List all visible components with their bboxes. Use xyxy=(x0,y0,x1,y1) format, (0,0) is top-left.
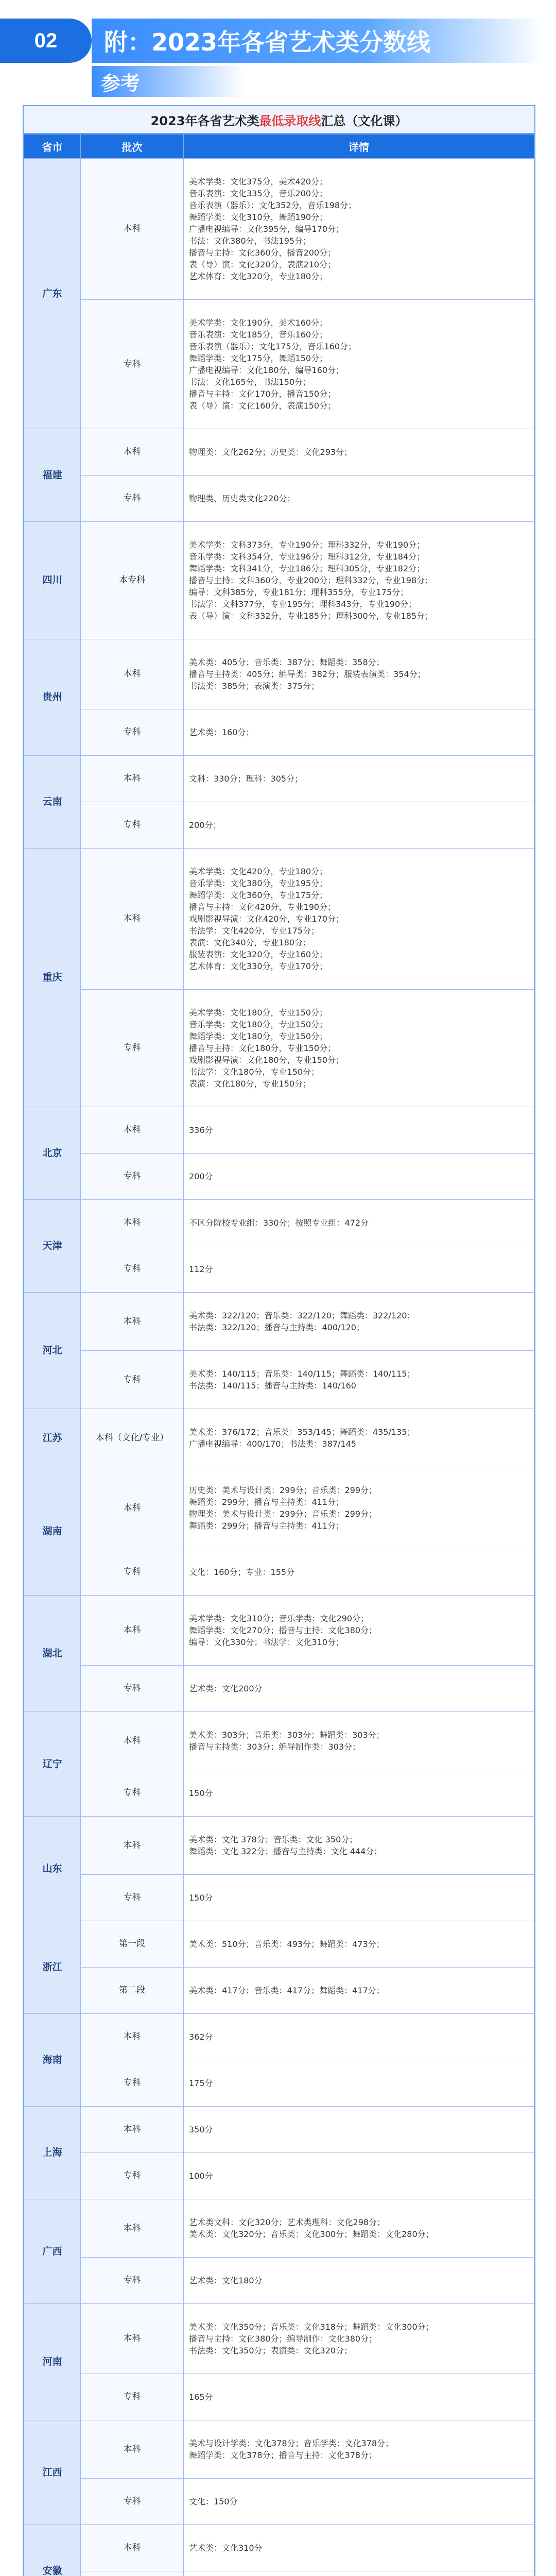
detail-cell xyxy=(184,990,534,1107)
detail-line: 112分 xyxy=(189,1264,213,1274)
batch-cell: 本科 xyxy=(81,159,184,300)
table-row xyxy=(24,1549,534,1596)
detail-line: 历史类：美术与设计类：299分；音乐类：299分； xyxy=(189,1485,377,1495)
detail-line: 336分 xyxy=(189,1125,213,1135)
detail-line: 艺术类：文化180分 xyxy=(189,2276,263,2285)
detail-cell xyxy=(184,756,534,802)
detail-line: 舞蹈类：299分；播音与主持类：411分； xyxy=(189,1497,344,1507)
province-cell: 广西 xyxy=(24,2199,81,2304)
detail-cell xyxy=(184,2258,534,2304)
batch-cell: 本科 xyxy=(81,2525,184,2571)
detail-line: 音乐学类：文化380分，专业195分； xyxy=(189,878,328,888)
detail-line: 美术学类：文化375分，美术420分； xyxy=(189,177,328,187)
detail-line: 美术类：文化350分；音乐类：文化318分；舞蹈类：文化300分； xyxy=(189,2322,434,2332)
table-row xyxy=(24,709,534,756)
detail-line: 书法学：文化180分，专业150分； xyxy=(189,1067,320,1077)
score-table xyxy=(24,134,534,2576)
detail-line: 100分 xyxy=(189,2171,213,2181)
province-cell: 北京 xyxy=(24,1107,81,1200)
detail-line: 表（导）演：文科332分，专业185分；理科300分，专业185分； xyxy=(189,611,433,621)
detail-cell xyxy=(184,2420,534,2479)
province-cell: 福建 xyxy=(24,429,81,522)
detail-line: 播音与主持类：303分；编导制作类：303分； xyxy=(189,1742,361,1752)
detail-cell xyxy=(184,2060,534,2107)
table-row xyxy=(24,2258,534,2304)
table-row xyxy=(24,1107,534,1154)
detail-line: 美术学类：文化420分，专业180分； xyxy=(189,867,328,876)
detail-cell xyxy=(184,1107,534,1154)
batch-cell: 专科 xyxy=(81,1770,184,1817)
detail-cell xyxy=(184,2304,534,2374)
detail-line: 美术与设计学类：文化378分；音乐学类：文化378分； xyxy=(189,2438,394,2448)
detail-line: 舞蹈学类：文化180分，专业150分； xyxy=(189,1031,328,1041)
detail-cell xyxy=(184,2525,534,2571)
detail-line: 艺术类：文化310分 xyxy=(189,2543,263,2553)
detail-line: 书法类：140/115；播音与主持类：140/160 xyxy=(189,1381,356,1391)
batch-cell: 本科 xyxy=(81,2420,184,2479)
table-row xyxy=(24,1921,534,1968)
batch-cell: 专科 xyxy=(81,709,184,756)
detail-line: 播音与主持：文化180分，专业150分； xyxy=(189,1043,336,1053)
detail-line: 362分 xyxy=(189,2032,213,2042)
detail-line: 播音与主持：文科360分，专业200分；理科332分，专业198分； xyxy=(189,575,433,585)
batch-cell: 专科 xyxy=(81,2479,184,2525)
detail-cell xyxy=(184,639,534,709)
detail-cell xyxy=(184,476,534,522)
batch-cell: 本科 xyxy=(81,2014,184,2060)
detail-cell xyxy=(184,1154,534,1200)
table-row xyxy=(24,1351,534,1409)
detail-line: 150分 xyxy=(189,1788,213,1798)
table-row xyxy=(24,2199,534,2258)
province-cell: 辽宁 xyxy=(24,1712,81,1817)
detail-line: 美术类：376/172；音乐类：353/145；舞蹈类：435/135； xyxy=(189,1427,415,1437)
batch-cell: 本科 xyxy=(81,1596,184,1666)
table-row xyxy=(24,2014,534,2060)
batch-cell: 本科 xyxy=(81,2107,184,2153)
batch-cell: 第一段 xyxy=(81,1921,184,1968)
detail-line: 美术类：417分；音乐类：417分；舞蹈类：417分； xyxy=(189,1986,385,1995)
page-subtitle: 参考 xyxy=(92,66,244,97)
province-cell: 重庆 xyxy=(24,849,81,1107)
table-row xyxy=(24,476,534,522)
table-row xyxy=(24,522,534,639)
detail-cell xyxy=(184,1549,534,1596)
batch-cell: 专科 xyxy=(81,2258,184,2304)
table-row xyxy=(24,2153,534,2199)
detail-line: 播音与主持类：405分；编导类：382分；服装表演类：354分； xyxy=(189,669,426,679)
detail-cell xyxy=(184,709,534,756)
table-row xyxy=(24,1817,534,1875)
table-row xyxy=(24,2420,534,2479)
detail-line: 175分 xyxy=(189,2078,213,2088)
detail-line: 美术类：322/120；音乐类：322/120；舞蹈类：322/120； xyxy=(189,1311,415,1320)
table-row xyxy=(24,2060,534,2107)
detail-line: 播音与主持：文化170分，播音150分； xyxy=(189,389,336,399)
table-row xyxy=(24,2374,534,2420)
detail-line: 播音与主持：文化420分，专业190分； xyxy=(189,902,336,912)
batch-cell: 专科 xyxy=(81,300,184,429)
detail-line: 书法类：385分；表演类：375分； xyxy=(189,681,320,691)
batch-cell: 专科 xyxy=(81,990,184,1107)
detail-line: 美术学类：文化310分；音乐学类：文化290分； xyxy=(189,1614,369,1623)
table-row xyxy=(24,1770,534,1817)
batch-cell: 本科 xyxy=(81,2304,184,2374)
table-row xyxy=(24,300,534,429)
batch-cell: 本科 xyxy=(81,1107,184,1154)
detail-line: 165分 xyxy=(189,2392,213,2402)
detail-line: 美术类：文化320分；音乐类：文化300分；舞蹈类：文化280分； xyxy=(189,2229,434,2239)
detail-line: 播音与主持：文化380分；编导制作：文化380分； xyxy=(189,2334,377,2344)
table-row xyxy=(24,1409,534,1467)
province-cell: 河南 xyxy=(24,2304,81,2420)
detail-line: 物理类、历史类文化220分； xyxy=(189,494,296,503)
detail-line: 舞蹈学类：文化360分，专业175分； xyxy=(189,890,328,900)
province-cell: 上海 xyxy=(24,2107,81,2199)
table-body xyxy=(24,159,534,2576)
detail-line: 广播电视编导：400/170；书法类：387/145 xyxy=(189,1439,356,1449)
province-cell: 安徽 xyxy=(24,2525,81,2576)
table-title xyxy=(24,106,534,134)
batch-cell: 专科 xyxy=(81,1666,184,1712)
table-row xyxy=(24,2571,534,2576)
detail-cell xyxy=(184,1875,534,1921)
detail-line: 服装表演：文化320分，专业160分； xyxy=(189,950,328,959)
detail-cell xyxy=(184,2374,534,2420)
detail-line: 美术类：510分；音乐类：493分；舞蹈类：473分； xyxy=(189,1939,385,1949)
detail-line: 书法学：文化420分，专业175分； xyxy=(189,926,320,936)
detail-cell xyxy=(184,1712,534,1770)
detail-line: 音乐表演（器乐）：文化352分，音乐198分； xyxy=(189,200,357,210)
detail-cell xyxy=(184,849,534,990)
detail-line: 美术学类：文化180分，专业150分； xyxy=(189,1008,328,1018)
detail-line: 舞蹈学类：文科341分，专业186分；理科305分，专业182分； xyxy=(189,564,425,573)
detail-line: 音乐学类：文科354分，专业196分；理科312分，专业184分； xyxy=(189,552,425,562)
table-row xyxy=(24,849,534,990)
detail-line: 编导：文化330分；书法学：文化310分； xyxy=(189,1637,344,1647)
province-cell: 江西 xyxy=(24,2420,81,2525)
table-row xyxy=(24,802,534,849)
detail-line: 编导：文科385分，专业181分；理科355分，专业175分； xyxy=(189,587,409,597)
detail-cell xyxy=(184,1351,534,1409)
province-cell: 浙江 xyxy=(24,1921,81,2014)
batch-cell: 专科 xyxy=(81,476,184,522)
detail-line: 艺术体育：文化330分，专业170分； xyxy=(189,961,328,971)
batch-cell: 本科（文化/专业） xyxy=(81,1409,184,1467)
province-cell: 海南 xyxy=(24,2014,81,2107)
page-header xyxy=(0,0,556,105)
detail-line: 文化：150分 xyxy=(189,2497,238,2506)
table-row xyxy=(24,1666,534,1712)
detail-cell xyxy=(184,1246,534,1293)
batch-cell: 专科 xyxy=(81,802,184,849)
detail-line: 文化：160分；专业：155分 xyxy=(189,1567,295,1577)
table-row xyxy=(24,2525,534,2571)
detail-line: 书法：文化165分，书法150分； xyxy=(189,377,311,387)
detail-line: 表演：文化340分，专业180分； xyxy=(189,938,311,947)
detail-line: 艺术体育：文化320分，专业180分； xyxy=(189,272,328,281)
detail-cell xyxy=(184,1770,534,1817)
detail-line: 书法类：322/120；播音与主持类：400/120； xyxy=(189,1323,364,1332)
detail-cell xyxy=(184,2014,534,2060)
detail-line: 美术学类：文化190分，美术160分； xyxy=(189,318,328,328)
column-header-batch: 批次 xyxy=(81,134,184,159)
batch-cell: 本科 xyxy=(81,1467,184,1549)
province-cell: 云南 xyxy=(24,756,81,849)
detail-line: 书法类：文化350分；表演类：文化320分； xyxy=(189,2346,353,2355)
table-row xyxy=(24,2304,534,2374)
detail-cell xyxy=(184,1200,534,1246)
detail-line: 舞蹈类：299分；播音与主持类：411分； xyxy=(189,1521,344,1531)
table-row xyxy=(24,1293,534,1351)
table-row xyxy=(24,1200,534,1246)
detail-line: 舞蹈学类：文化270分；播音与主持：文化380分； xyxy=(189,1625,377,1635)
detail-line: 艺术类：160分； xyxy=(189,727,254,737)
detail-cell xyxy=(184,1409,534,1467)
detail-line: 200分 xyxy=(189,1172,213,1181)
province-cell: 湖南 xyxy=(24,1467,81,1596)
batch-cell: 专科 xyxy=(81,1549,184,1596)
batch-cell: 本科 xyxy=(81,1200,184,1246)
batch-cell: 本专科 xyxy=(81,522,184,639)
province-cell: 湖北 xyxy=(24,1596,81,1712)
detail-line: 表（导）演：文化320分，表演210分； xyxy=(189,260,336,269)
detail-line: 音乐表演（器乐）：文化175分，音乐160分； xyxy=(189,342,357,351)
detail-line: 广播电视编导：文化395分，编导170分； xyxy=(189,224,344,234)
detail-line: 音乐学类：文化180分，专业150分； xyxy=(189,1020,328,1029)
page-title: 附：2023年各省艺术类分数线 xyxy=(92,19,544,63)
section-badge: 02 xyxy=(0,19,92,63)
detail-line: 舞蹈学类：文化378分；播音与主持：文化378分； xyxy=(189,2450,377,2460)
score-table-container xyxy=(23,105,535,2576)
detail-cell xyxy=(184,802,534,849)
table-row xyxy=(24,159,534,300)
detail-line: 音乐表演：文化335分，音乐200分； xyxy=(189,189,328,198)
detail-line: 艺术类文科：文化320分；艺术类理科：文化298分； xyxy=(189,2217,386,2227)
detail-cell xyxy=(184,522,534,639)
batch-cell: 专科 xyxy=(81,1154,184,1200)
table-row xyxy=(24,639,534,709)
detail-line: 150分 xyxy=(189,1893,213,1903)
batch-cell: 本科 xyxy=(81,639,184,709)
detail-cell xyxy=(184,1921,534,1968)
batch-cell: 本科 xyxy=(81,1817,184,1875)
detail-line: 表演：文化180分，专业150分； xyxy=(189,1079,311,1089)
detail-cell xyxy=(184,429,534,476)
detail-cell xyxy=(184,2107,534,2153)
batch-cell: 本科 xyxy=(81,1293,184,1351)
detail-cell xyxy=(184,2199,534,2258)
batch-cell: 第二段 xyxy=(81,1968,184,2014)
batch-cell: 专科 xyxy=(81,1351,184,1409)
batch-cell xyxy=(81,2571,184,2576)
detail-line: 美术学类：文科373分，专业190分；理科332分，专业190分； xyxy=(189,540,425,550)
table-row xyxy=(24,756,534,802)
detail-line: 350分 xyxy=(189,2125,213,2134)
table-title-highlight: 最低录取线 xyxy=(259,113,321,128)
detail-cell xyxy=(184,2153,534,2199)
province-cell: 河北 xyxy=(24,1293,81,1409)
batch-cell: 本科 xyxy=(81,429,184,476)
detail-line: 舞蹈类：文化 322分；播音与主持类：文化 444分； xyxy=(189,1846,383,1856)
province-cell: 江苏 xyxy=(24,1409,81,1467)
province-cell: 四川 xyxy=(24,522,81,639)
detail-cell xyxy=(184,1968,534,2014)
detail-cell xyxy=(184,1467,534,1549)
detail-line: 表（导）演：文化160分，表演150分； xyxy=(189,401,336,411)
detail-line: 书法学：文科377分，专业195分；理科343分，专业190分； xyxy=(189,599,417,609)
detail-line: 音乐表演：文化185分，音乐160分； xyxy=(189,330,328,340)
table-row xyxy=(24,2107,534,2153)
detail-line: 美术类：140/115；音乐类：140/115；舞蹈类：140/115； xyxy=(189,1369,415,1379)
table-row xyxy=(24,990,534,1107)
detail-line: 物理类：文化262分；历史类：文化293分； xyxy=(189,447,353,457)
detail-cell xyxy=(184,159,534,300)
detail-line: 文科：330分；理科：305分； xyxy=(189,774,303,784)
detail-line: 美术类：405分；音乐类：387分；舞蹈类：358分； xyxy=(189,657,385,667)
province-cell: 贵州 xyxy=(24,639,81,756)
batch-cell: 专科 xyxy=(81,1875,184,1921)
batch-cell: 本科 xyxy=(81,756,184,802)
batch-cell: 专科 xyxy=(81,1246,184,1293)
table-title-prefix: 2023年各省艺术类 xyxy=(150,113,259,128)
table-row xyxy=(24,429,534,476)
province-cell: 广东 xyxy=(24,159,81,429)
detail-line: 书法：文化380分，书法195分； xyxy=(189,236,311,246)
table-header-row xyxy=(24,134,534,159)
detail-cell xyxy=(184,1293,534,1351)
detail-line: 播音与主持：文化360分，播音200分； xyxy=(189,248,336,258)
table-row xyxy=(24,1712,534,1770)
detail-line: 舞蹈学类：文化310分，舞蹈190分； xyxy=(189,212,328,222)
detail-cell xyxy=(184,1817,534,1875)
detail-line: 200分； xyxy=(189,820,221,830)
detail-line: 艺术类：文化200分 xyxy=(189,1684,263,1693)
detail-line: 戏剧影视导演：文化420分，专业170分； xyxy=(189,914,344,924)
column-header-detail: 详情 xyxy=(184,134,534,159)
detail-line: 美术类：文化 378分；音乐类：文化 350分； xyxy=(189,1835,358,1844)
province-cell: 天津 xyxy=(24,1200,81,1293)
batch-cell: 专科 xyxy=(81,2374,184,2420)
detail-cell xyxy=(184,2479,534,2525)
detail-cell xyxy=(184,300,534,429)
batch-cell: 本科 xyxy=(81,849,184,990)
table-row xyxy=(24,1154,534,1200)
batch-cell: 本科 xyxy=(81,1712,184,1770)
detail-line: 舞蹈学类：文化175分，舞蹈150分； xyxy=(189,353,328,363)
table-row xyxy=(24,1246,534,1293)
table-title-suffix: 汇总（文化课） xyxy=(321,113,408,128)
detail-line: 美术类：303分；音乐类：303分；舞蹈类：303分； xyxy=(189,1730,385,1740)
detail-cell xyxy=(184,1596,534,1666)
table-row xyxy=(24,1467,534,1549)
detail-line: 戏剧影视导演：文化180分，专业150分； xyxy=(189,1055,344,1065)
table-row xyxy=(24,1968,534,2014)
table-row xyxy=(24,1875,534,1921)
table-row xyxy=(24,2479,534,2525)
batch-cell: 专科 xyxy=(81,2060,184,2107)
detail-line: 物理类：美术与设计类：299分；音乐类：299分； xyxy=(189,1509,377,1519)
detail-cell xyxy=(184,2571,534,2576)
province-cell: 山东 xyxy=(24,1817,81,1921)
table-row xyxy=(24,1596,534,1666)
detail-line: 不区分院校专业组：330分；按照专业组：472分 xyxy=(189,1218,369,1228)
batch-cell: 专科 xyxy=(81,2153,184,2199)
detail-line: 广播电视编导：文化180分，编导160分； xyxy=(189,365,344,375)
detail-cell xyxy=(184,1666,534,1712)
batch-cell: 本科 xyxy=(81,2199,184,2258)
column-header-province: 省市 xyxy=(24,134,81,159)
